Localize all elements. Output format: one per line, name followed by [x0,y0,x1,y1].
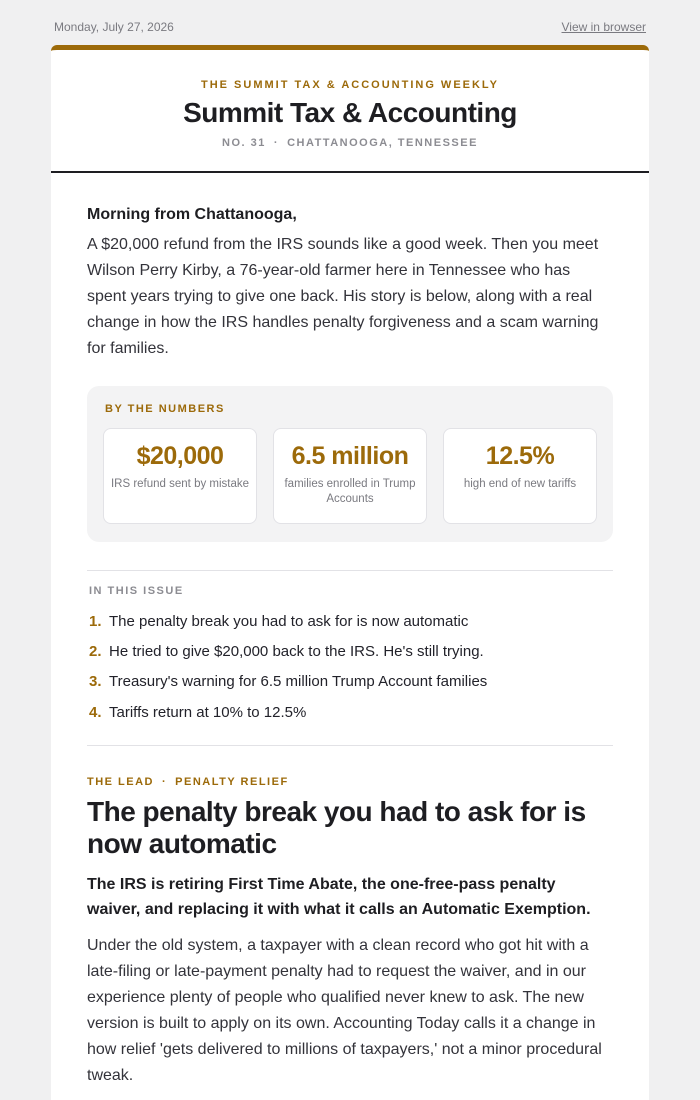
toc-item[interactable] [89,667,611,697]
view-in-browser-link[interactable]: View in browser [561,20,646,34]
stat-value: 6.5 million [291,442,409,470]
section-tag [87,776,613,788]
stat-label: high end of new tariffs [463,478,577,490]
intro-paragraph: A $20,000 refund from the IRS sounds like a good week. Then you meet Wilson Perry Kirby, a 76-year-old farmer here in Tennessee who has spent years trying to give one back. His story is below, along with a real change in how the IRS handles penalty forgiveness and a scam warning for families. [87,236,599,357]
table-of-contents [87,570,613,746]
stat-label: IRS refund sent by mistake [110,478,250,490]
toc-number: 3. [89,673,102,691]
separator-dot: · [162,775,168,788]
email-topbar [54,20,646,34]
toc-number: 4. [89,703,102,721]
lead-headline: The penalty break you had to ask for is now automatic [87,795,586,859]
section-category: PENALTY RELIEF [175,775,289,788]
by-the-numbers-box [87,386,613,542]
toc-number: 2. [89,643,102,661]
toc-item[interactable] [89,606,611,636]
toc-item[interactable] [89,636,611,666]
lead-body: Under the old system, a taxpayer with a clean record who got hit with a late-filing or late-payment penalty had to request the waiver, and in our experience plenty of people who qualified never knew to ask. The new version is built to apply on its own. Accounting Today calls it a change in how relief 'gets delivered to millions of taxpayers,' not a minor procedural tweak. [87,936,602,1084]
masthead [51,50,649,173]
toc-label: The penalty break you had to ask for is now automatic [109,612,469,630]
greeting: Morning from Chattanooga, [87,206,297,223]
by-the-numbers-title: BY THE NUMBERS [105,403,225,415]
stats-row [103,428,597,524]
newsletter-content [51,206,649,1089]
location: CHATTANOOGA, TENNESSEE [287,137,478,149]
masthead-kicker: THE SUMMIT TAX & ACCOUNTING WEEKLY [201,79,499,91]
issue-line [51,137,649,149]
toc-label: Treasury's warning for 6.5 million Trump Account families [109,673,488,691]
toc-item[interactable] [89,697,611,727]
newsletter-card [51,45,649,1100]
toc-label: He tried to give $20,000 back to the IRS. He's still trying. [109,643,484,661]
stat-card [103,428,257,524]
toc-list [89,606,611,728]
separator-dot: · [273,137,280,149]
toc-title: IN THIS ISSUE [89,585,184,597]
lead-dek: The IRS is retiring First Time Abate, the one-free-pass penalty waiver, and replacing it with what it calls an Automatic Exemption. [87,875,591,918]
stat-value: $20,000 [136,442,224,470]
toc-number: 1. [89,612,102,630]
toc-label: Tariffs return at 10% to 12.5% [109,703,307,721]
brand-title: Summit Tax & Accounting [183,97,517,128]
stat-card [273,428,427,524]
stat-card [443,428,597,524]
stat-value: 12.5% [485,442,555,470]
issue-number: NO. 31 [222,137,266,149]
section-name: THE LEAD [87,775,154,788]
stat-label: families enrolled in Trump Accounts [284,478,416,505]
issue-date: Monday, July 27, 2026 [54,20,174,34]
